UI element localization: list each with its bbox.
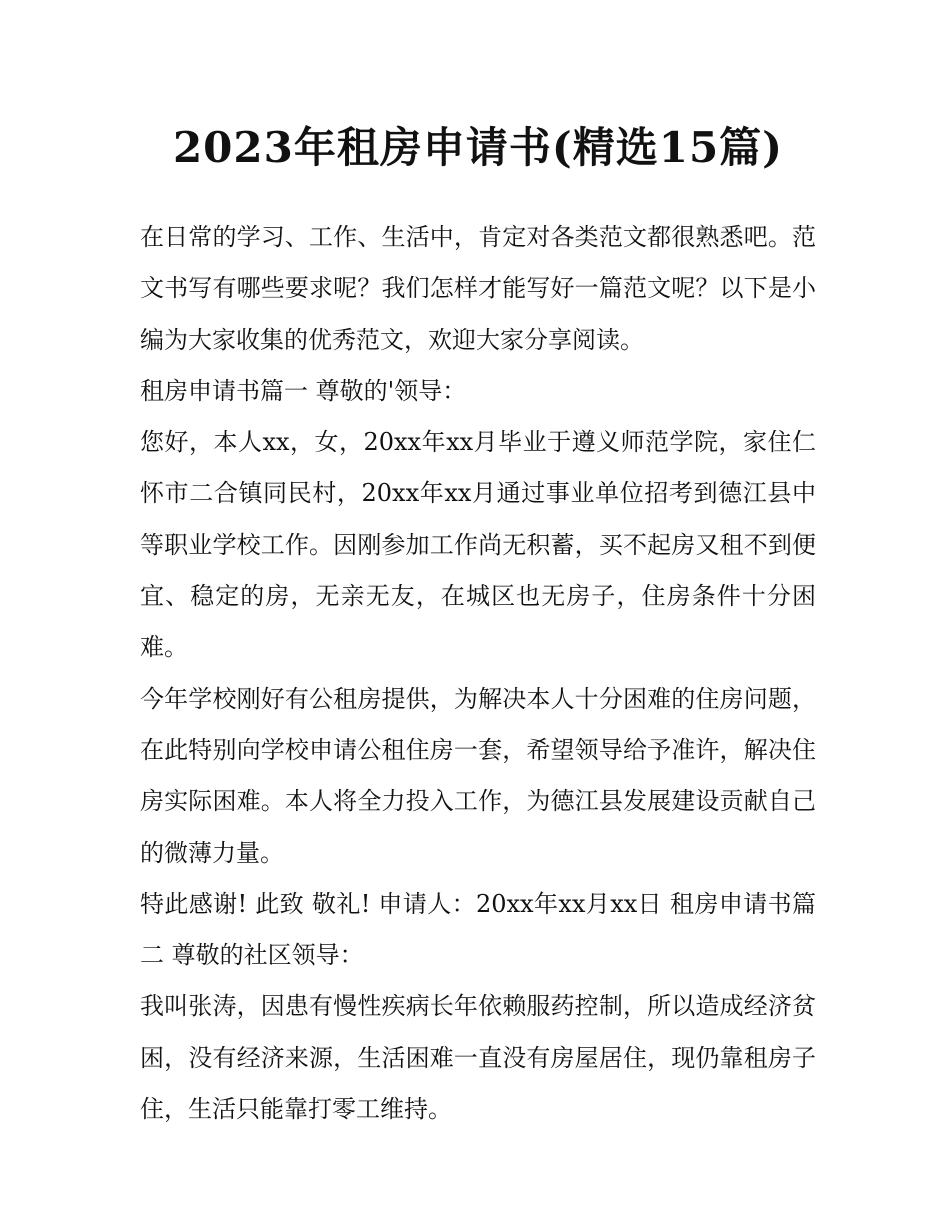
document-title: 2023年租房申请书(精选15篇) [172, 123, 784, 172]
paragraph-intro: 在日常的学习、工作、生活中，肯定对各类范文都很熟悉吧。范文书写有哪些要求呢？我们怎样才能写好一篇范文呢？以下是小编为大家收集的优秀范文，欢迎大家分享阅读。 [140, 223, 816, 354]
paragraph-body-3: 我叫张涛，因患有慢性疾病长年依赖服药控制，所以造成经济贫困，没有经济来源，生活困难一直没有房屋居住，现仍靠租房子住，生活只能靠打零工维持。 [140, 992, 816, 1124]
paragraph-body-1: 您好，本人xx，女，20xx年xx月毕业于遵义师范学院，家住仁怀市二合镇同民村，20xx年xx月通过事业单位招考到德江县中等职业学校工作。因刚参加工作尚无积蓄，买不起房又租不到便宜、稳定的房，无亲无友，在城区也无房子，住房条件十分困难。 [140, 428, 816, 662]
paragraph-body-2: 今年学校刚好有公租房提供，为解决本人十分困难的住房问题，在此特别向学校申请公租住房一套，希望领导给予准许，解决住房实际困难。本人将全力投入工作，为德江县发展建设贡献自己的微薄力量。 [140, 684, 816, 867]
paragraph-closing-1: 特此感谢! 此致 敬礼! 申请人：20xx年xx月xx日 租房申请书篇二 尊敬的社区领导： [140, 889, 816, 970]
document-page [140, 108, 816, 1135]
paragraph-heading-1: 租房申请书篇一 尊敬的'领导： [140, 376, 467, 405]
